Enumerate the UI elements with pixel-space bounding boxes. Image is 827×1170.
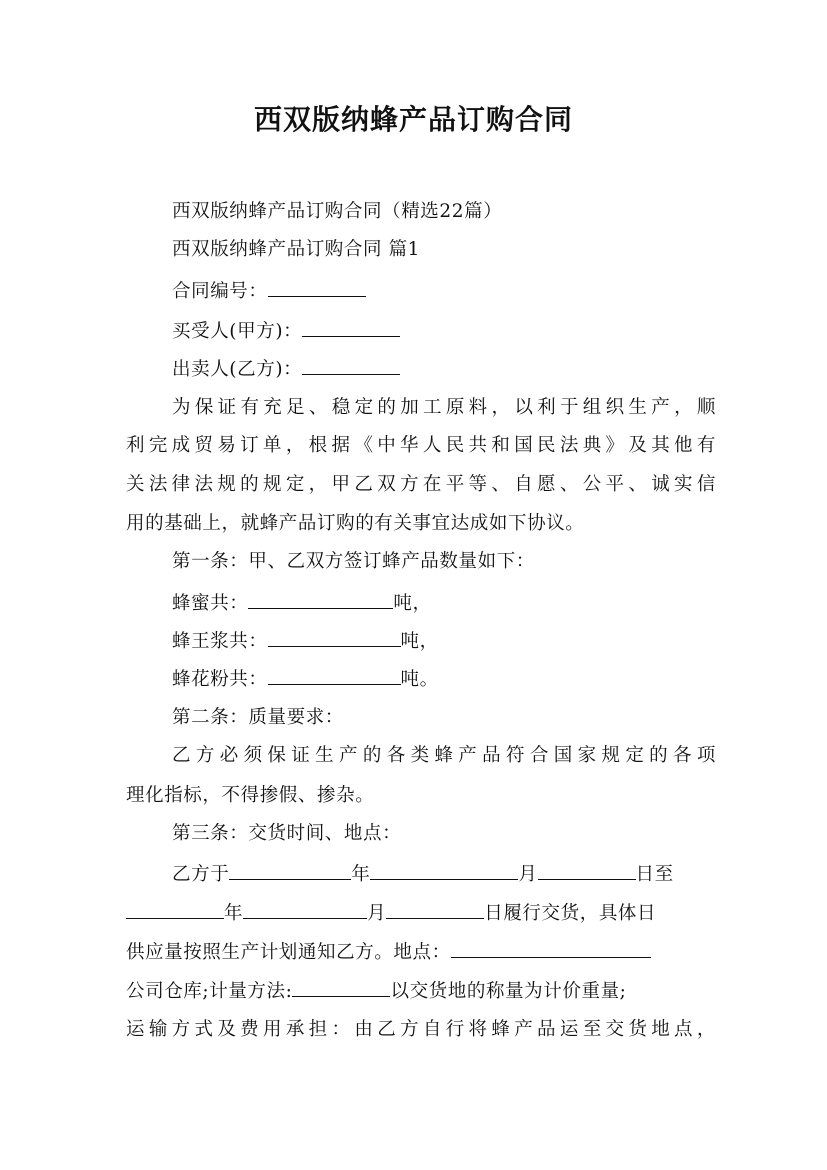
contract-number-label: 合同编号： (172, 281, 268, 302)
seller-line (172, 356, 716, 382)
paragraph-line: 为保证有充足、稳定的加工原料，以利于组织生产，顺 (172, 397, 716, 418)
unit-ton: 吨， (393, 593, 432, 614)
unit-ton: 吨， (400, 631, 439, 652)
text-fragment: 乙方于 (172, 864, 230, 885)
unit-ton: 吨。 (400, 669, 439, 690)
honey-blank (248, 590, 393, 609)
day-blank (386, 900, 484, 919)
month-blank (243, 900, 367, 919)
text-fragment: 公司仓库;计量方法: (126, 981, 293, 1002)
contract-number-blank (268, 278, 366, 297)
paragraph-line: 乙方必须保证生产的各类蜂产品符合国家规定的各项 (172, 745, 716, 766)
measure-line (126, 978, 716, 1004)
month-blank (370, 861, 518, 880)
text-fragment: 年 (224, 903, 244, 924)
subtitle-line: 西双版纳蜂产品订购合同（精选22篇） (172, 201, 503, 222)
measure-blank (292, 978, 390, 997)
text-fragment: 月 (367, 903, 387, 924)
seller-label: 出卖人(乙方)： (172, 359, 303, 380)
delivery-date-line (172, 861, 716, 887)
text-fragment: 年 (351, 864, 371, 885)
document-title: 西双版纳蜂产品订购合同 (253, 103, 573, 136)
paragraph-line: 运输方式及费用承担：由乙方自行将蜂产品运至交货地点， (126, 1019, 716, 1040)
text-fragment: 以交货地的称量为计价重量; (390, 981, 627, 1002)
royal-jelly-line (172, 628, 716, 654)
year-blank (229, 861, 351, 880)
pollen-label: 蜂花粉共： (172, 669, 268, 690)
buyer-blank (302, 318, 400, 337)
text-fragment: 日至 (635, 864, 674, 885)
buyer-line (172, 318, 716, 344)
paragraph-line: 用的基础上，就蜂产品订购的有关事宜达成如下协议。 (126, 513, 585, 534)
article-3-heading: 第三条：交货时间、地点： (172, 823, 402, 844)
day-blank (538, 861, 636, 880)
location-blank (451, 939, 651, 958)
location-line (126, 939, 716, 965)
paragraph-line: 利完成贸易订单，根据《中华人民共和国民法典》及其他有 (126, 435, 716, 456)
contract-number-line (172, 278, 716, 304)
text-fragment: 供应量按照生产计划通知乙方。地点： (126, 942, 451, 963)
buyer-label: 买受人(甲方)： (172, 321, 303, 342)
royal-jelly-label: 蜂王浆共： (172, 631, 268, 652)
honey-label: 蜂蜜共： (172, 593, 249, 614)
delivery-date-line (126, 900, 716, 926)
paragraph-line: 理化指标，不得掺假、掺杂。 (126, 785, 375, 806)
text-fragment: 日履行交货，具体日 (484, 903, 657, 924)
section-heading: 西双版纳蜂产品订购合同 篇1 (172, 239, 421, 260)
royal-jelly-blank (268, 628, 401, 647)
text-fragment: 月 (518, 864, 538, 885)
paragraph-line: 关法律法规的规定，甲乙双方在平等、自愿、公平、诚实信 (126, 474, 716, 495)
article-2-heading: 第二条：质量要求： (172, 707, 344, 728)
pollen-line (172, 666, 716, 692)
seller-blank (302, 356, 400, 375)
honey-line (172, 590, 716, 616)
pollen-blank (268, 666, 401, 685)
article-1-heading: 第一条：甲、乙双方签订蜂产品数量如下： (172, 551, 535, 572)
year-blank (126, 900, 224, 919)
